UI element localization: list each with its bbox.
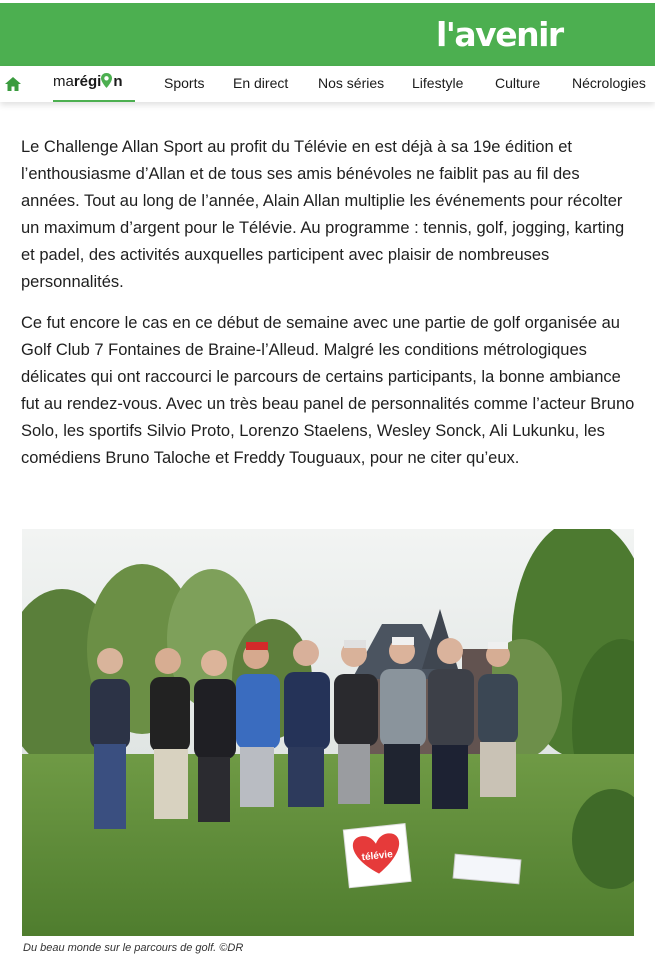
nav-item-en-direct[interactable]: En direct	[233, 75, 289, 91]
nav-item-culture[interactable]: Culture	[495, 75, 541, 91]
region-prefix: ma	[53, 73, 74, 90]
article-photo[interactable]	[22, 529, 634, 936]
nav-item-sports[interactable]: Sports	[164, 75, 205, 91]
location-pin-icon	[100, 72, 113, 94]
site-logo[interactable]: l'avenir	[436, 15, 563, 54]
region-main: régi	[73, 73, 102, 90]
nav-item-necrologies[interactable]: Nécrologies	[572, 75, 646, 91]
ma-region-link[interactable]	[53, 72, 123, 102]
article-paragraph: Le Challenge Allan Sport au profit du Télévie en est déjà à sa 19e édition et l’enthousiasme d’Allan et de tous ses amis bénévoles ne faiblit pas au fil des années. Tout au long de l’année, Alain Allan multiplie les événements pour récolter un maximum d’argent pour le Télévie. Au programme : tennis, golf, jogging, karting et padel, des activités auxquelles participent avec plaisir de nombreuses personnalités.	[21, 138, 625, 291]
region-underline	[53, 100, 135, 102]
article-body	[21, 134, 636, 486]
main-nav	[0, 66, 655, 102]
photo-caption: Du beau monde sur le parcours de golf. ©DR	[23, 942, 244, 954]
article-paragraph: Ce fut encore le cas en ce début de semaine avec une partie de golf organisée au Golf Club 7 Fontaines de Braine-l’Alleud. Malgré les conditions métrologiques délicates qui ont raccourci le parcours de certains participants, la bonne ambiance fut au rendez-vous. Avec un très beau panel de personnalités comme l’acteur Bruno Solo, les sportifs Silvio Proto, Lorenzo Staelens, Wesley Sonck, Ali Lukunku, les comédiens Bruno Taloche et Freddy Touguaux, pour ne citer qu’eux.	[21, 314, 635, 467]
region-suffix: n	[113, 73, 123, 90]
home-icon[interactable]	[4, 75, 22, 93]
group-photo-illustration	[22, 529, 634, 936]
televie-sign-text: télévie	[361, 849, 394, 864]
nav-item-lifestyle[interactable]: Lifestyle	[412, 75, 464, 91]
nav-item-nos-series[interactable]: Nos séries	[318, 75, 385, 91]
brand-header	[0, 3, 655, 66]
